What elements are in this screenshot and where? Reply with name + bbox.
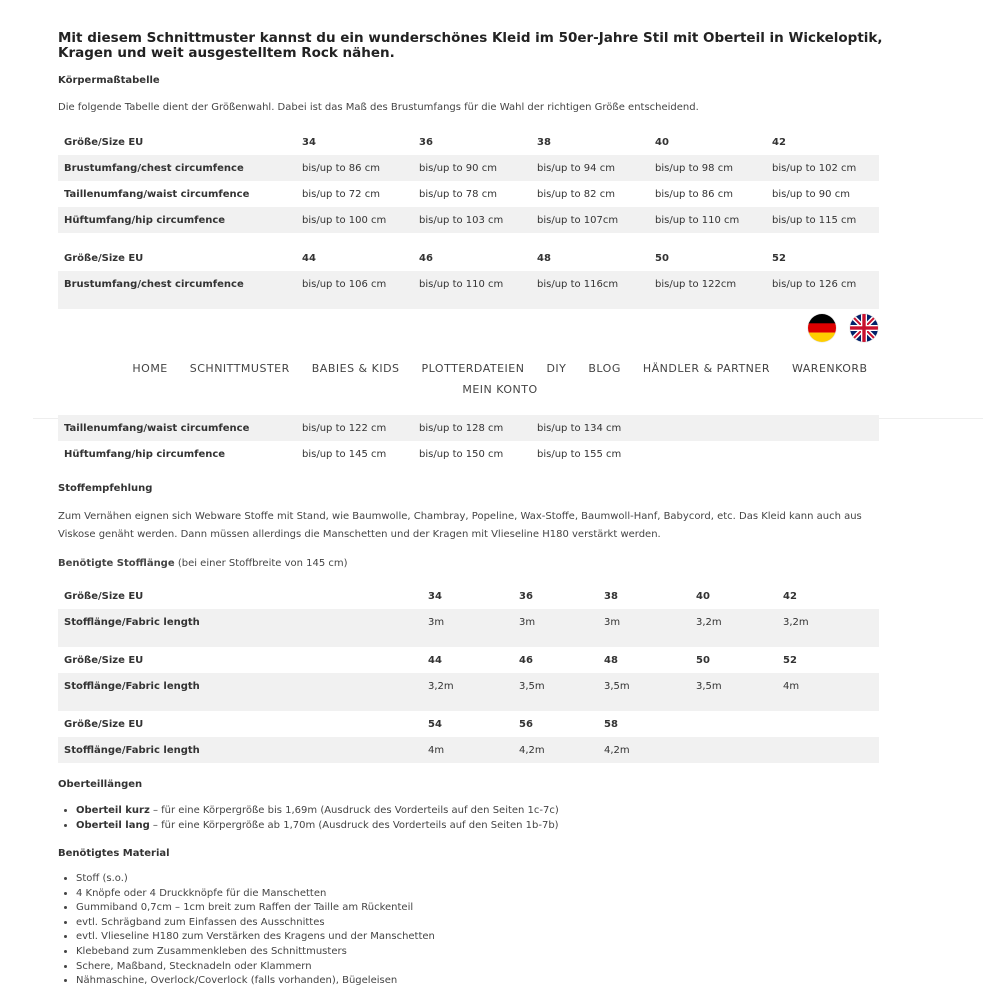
table-cell [766,441,879,467]
row-label: Größe/Size EU [64,590,144,602]
separator-cell [58,297,879,309]
table-cell: 40 [696,590,710,602]
table-cell: bis/up to 103 cm [413,207,531,233]
main-nav [0,362,1000,375]
length-heading-row [58,555,888,573]
fabric-heading: Stoffempfehlung [58,483,153,494]
table-cell: 3m [513,609,598,635]
table-row [58,181,879,207]
list-item: • 4 Knöpfe oder 4 Druckknöpfe für die Manschetten [76,887,435,902]
table-cell: 56 [519,718,533,730]
table-cell: 34 [302,136,316,148]
bodice-list [62,804,559,833]
table-cell: bis/up to 78 cm [419,188,497,200]
table-cell [690,737,777,763]
table-cell: 3m [422,609,513,635]
row-label: Größe/Size EU [64,252,144,264]
table-cell: 50 [696,654,710,666]
table-cell: 36 [419,136,433,148]
measure-table-1 [58,129,879,233]
table-cell: bis/up to 128 cm [413,415,531,441]
row-label: Stofflänge/Fabric length [58,609,422,635]
page-title: Mit diesem Schnittmuster kannst du ein wunderschönes Kleid im 50er-Jahre Stil mit Oberteil in Wickeloptik, Kragen und weit ausgestelltem Rock nähen. [58,30,883,61]
table-cell: bis/up to 86 cm [296,155,413,181]
table-row [58,207,879,233]
row-label: Hüftumfang/hip circumfence [58,207,296,233]
table-cell: bis/up to 94 cm [531,155,649,181]
list-item [76,819,559,834]
table-cell: 46 [519,654,533,666]
table-separator [58,635,879,647]
nav-item-home[interactable]: HOME [132,362,168,375]
table-row [58,415,879,441]
nav-item-diy[interactable]: DIY [546,362,567,375]
nav-item-mein-konto[interactable]: MEIN KONTO [462,383,538,396]
row-label: Stofflänge/Fabric length [58,673,422,699]
table-cell [777,737,879,763]
list-item: • Stoff (s.o.) [76,872,435,887]
table-cell: 44 [428,654,442,666]
nav-item-warenkorb[interactable]: WARENKORB [792,362,868,375]
table-cell [777,711,879,737]
table-cell [649,415,766,441]
table-cell: 44 [302,252,316,264]
table-cell: bis/up to 106 cm [296,271,413,297]
table-cell: bis/up to 134 cm [531,415,649,441]
table-cell: bis/up to 116cm [531,271,649,297]
table-row [58,711,879,737]
table-row [58,647,879,673]
nav-item-haendler-partner[interactable]: HÄNDLER & PARTNER [642,362,770,375]
table-cell: 52 [772,252,786,264]
measure-table-2 [58,245,879,309]
row-label: Brustumfang/chest circumfence [58,271,296,297]
row-label: Größe/Size EU [64,718,144,730]
bodice-item-label: Oberteil lang [76,819,150,831]
table-cell: 52 [783,654,797,666]
table-row [58,609,879,635]
table-cell [766,415,879,441]
table-cell: bis/up to 90 cm [772,188,850,200]
material-list [62,872,435,989]
bodice-item-text: – für eine Körpergröße bis 1,69m (Ausdruck des Vorderteils auf den Seiten 1c-7c) [149,805,559,816]
table-row [58,271,879,297]
table-cell: bis/up to 82 cm [537,188,615,200]
table-cell: 3,5m [598,673,690,699]
table-cell: 3,5m [513,673,598,699]
row-label: Stofflänge/Fabric length [58,737,422,763]
table-cell: 3,2m [690,609,777,635]
german-flag-icon[interactable] [808,314,836,342]
table-row [58,245,879,271]
table-cell: 48 [604,654,618,666]
table-cell: bis/up to 155 cm [537,448,622,460]
list-item: • Gummiband 0,7cm – 1cm breit zum Raffen der Taille am Rückenteil [76,901,435,916]
length-note: (bei einer Stoffbreite von 145 cm) [177,558,348,569]
table-cell: 4m [777,673,879,699]
row-label: Größe/Size EU [64,654,144,666]
table-cell: bis/up to 122 cm [296,415,413,441]
table-cell: bis/up to 98 cm [649,155,766,181]
table-cell: bis/up to 110 cm [413,271,531,297]
measure-table-3 [58,415,879,467]
table-cell: bis/up to 122cm [649,271,766,297]
table-cell: bis/up to 90 cm [413,155,531,181]
separator-cell [58,635,879,647]
table-cell: 3,2m [777,609,879,635]
table-cell [690,711,777,737]
table-cell: 36 [519,590,533,602]
uk-flag-icon[interactable] [850,314,878,342]
table-cell: 3m [598,609,690,635]
row-label: Brustumfang/chest circumfence [58,155,296,181]
table-cell: 4,2m [513,737,598,763]
table-cell: 34 [428,590,442,602]
length-table-3 [58,711,879,763]
list-item: • evtl. Vlieseline H180 zum Verstärken des Kragens und der Manschetten [76,930,435,945]
table-row [58,673,879,699]
table-cell: bis/up to 72 cm [302,188,380,200]
table-cell: 46 [419,252,433,264]
table-cell: 48 [537,252,551,264]
table-cell: 38 [604,590,618,602]
row-label: Größe/Size EU [64,136,144,148]
table-separator [58,699,879,711]
table-cell: bis/up to 86 cm [655,188,733,200]
length-table-1 [58,583,879,647]
measure-heading: Körpermaßtabelle [58,75,160,86]
table-row [58,441,879,467]
table-cell: 42 [772,136,786,148]
table-separator [58,297,879,309]
fabric-text: Zum Vernähen eignen sich Webware Stoffe mit Stand, wie Baumwolle, Chambray, Popeline, Wax-Stoffe, Baumwoll-Hanf, Babycord, etc. Das Kleid kann auch aus Viskose genäht werden. Dann müssen allerdings die Manschetten und der Kragen mit Vlieseline H180 verstärkt werden. [58,511,862,540]
table-cell: 4,2m [598,737,690,763]
list-item: • evtl. Schrägband zum Einfassen des Ausschnittes [76,916,435,931]
list-item: • Schere, Maßband, Stecknadeln oder Klammern [76,960,435,975]
table-row [58,129,879,155]
measure-intro: Die folgende Tabelle dient der Größenwahl. Dabei ist das Maß des Brustumfangs für die Wahl der richtigen Größe entscheidend. [58,102,699,113]
length-heading: Benötigte Stofflänge [58,558,175,569]
table-cell: 40 [655,136,669,148]
table-cell: 58 [604,718,618,730]
row-label: Taillenumfang/waist circumfence [64,188,250,200]
length-table-2 [58,647,879,711]
material-heading: Benötigtes Material [58,848,170,859]
bodice-item-label: Oberteil kurz [76,805,150,816]
table-row [58,583,879,609]
table-cell: bis/up to 126 cm [766,271,879,297]
table-cell: 54 [428,718,442,730]
nav-item-schnittmuster[interactable]: SCHNITTMUSTER [189,362,290,375]
table-row [58,737,879,763]
table-cell: 4m [422,737,513,763]
table-cell: bis/up to 110 cm [649,207,766,233]
row-label: Hüftumfang/hip circumfence [64,448,226,460]
bodice-item-text: – für eine Körpergröße ab 1,70m (Ausdruck des Vorderteils auf den Seiten 1b-7b) [149,819,559,831]
table-cell: 3,5m [690,673,777,699]
table-cell: 50 [655,252,669,264]
separator-cell [58,699,879,711]
table-cell: 38 [537,136,551,148]
table-row [58,155,879,181]
table-cell: bis/up to 145 cm [302,448,387,460]
table-cell: bis/up to 107cm [531,207,649,233]
nav-item-plotterdateien[interactable]: PLOTTERDATEIEN [421,362,525,375]
list-item [76,804,559,819]
table-cell: bis/up to 150 cm [419,448,504,460]
list-item: • Klebeband zum Zusammenkleben des Schnittmusters [76,945,435,960]
list-item: • Nähmaschine, Overlock/Coverlock (falls vorhanden), Bügeleisen [76,974,435,989]
row-label: Taillenumfang/waist circumfence [58,415,296,441]
nav-account-row [0,383,1000,396]
table-cell [649,441,766,467]
table-cell: bis/up to 115 cm [766,207,879,233]
table-cell: 3,2m [422,673,513,699]
nav-item-blog[interactable]: BLOG [588,362,621,375]
bodice-heading: Oberteillängen [58,779,143,790]
table-cell: 42 [783,590,797,602]
table-cell: bis/up to 100 cm [296,207,413,233]
nav-item-babies-kids[interactable]: BABIES & KIDS [311,362,400,375]
table-cell: bis/up to 102 cm [766,155,879,181]
